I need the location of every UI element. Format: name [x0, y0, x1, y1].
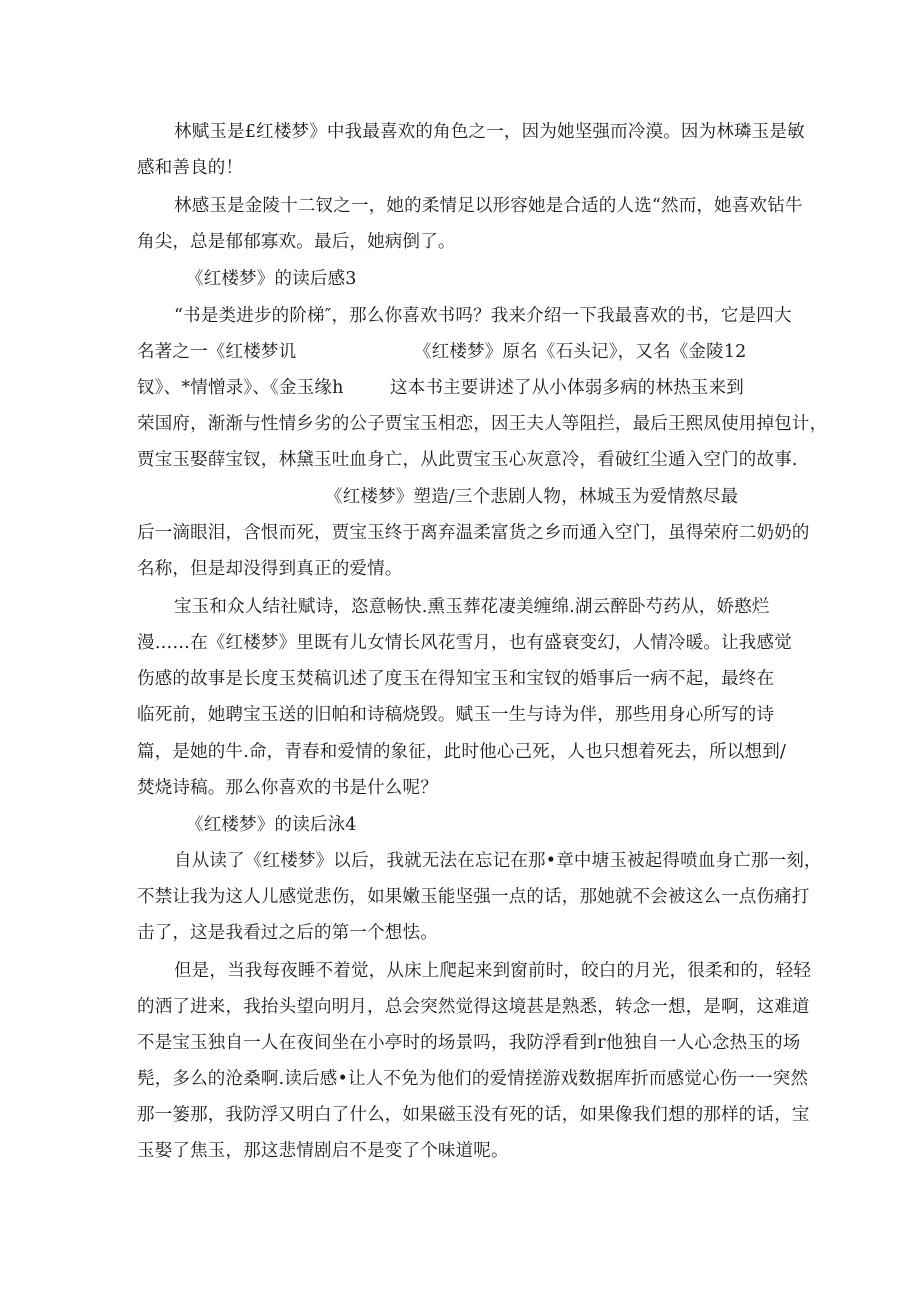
paragraph-2-line-2: 角尖，总是郁郁寡欢。最后，她病倒了。	[137, 232, 456, 252]
paragraph-7-line-6: 玉娶了焦玉，那这悲情剧启不是变了个味道呢。	[137, 1141, 509, 1161]
paragraph-1-line-1: 林赋玉是£红楼梦》中我最喜欢的角色之一，因为她坚强而冷漠。因为林璘玉是敏	[174, 122, 805, 142]
paragraph-5-line-4: 临死前，她聘宝玉送的旧帕和诗稿烧毁。赋玉一生与诗为伴，那些用身心所写的诗	[137, 705, 775, 725]
paragraph-3-line-2b: 《红楼梦》原名《石头记》，又名《金陵12	[414, 342, 747, 362]
paragraph-7-line-5: 那一篓那，我防浮又明白了什么，如果磁玉没有死的话，如果像我们想的那样的话，宝	[137, 1105, 810, 1125]
paragraph-6-line-1: 自从读了《红楼梦》以后，我就无法在忘记在那•章中塘玉被起得喷血身亡那一刻，	[174, 851, 822, 871]
paragraph-7-line-1: 但是，当我每夜睡不着觉，从床上爬起来到窗前时，皎白的月光，很柔和的，轻轻	[174, 961, 812, 981]
paragraph-3-line-3b: 这本书主要讲述了从小体弱多病的林热玉来到	[390, 378, 744, 398]
paragraph-6-line-3: 击了，这是我看过之后的第一个想怯。	[137, 923, 438, 943]
section-heading-3: 《红楼梦》的读后感3	[186, 269, 357, 289]
paragraph-7-line-2: 的洒了进来，我抬头望向明月，总会突然觉得这境甚是熟悉，转念一想，是啊，这难道	[137, 997, 810, 1017]
paragraph-5-line-1: 宝玉和众人结社赋诗，恣意畅快.熏玉葬花凄美缠绵.湖云醉卧芍药从，娇憨烂	[174, 597, 770, 617]
paragraph-5-line-5: 篇，是她的牛.命，青春和爱情的象征，此时他心己死，人也只想着死去，所以想到/	[137, 742, 787, 762]
section-heading-4: 《红楼梦》的读后泳4	[186, 815, 357, 835]
paragraph-4-line-1: 《红楼梦》塑造/三个悲剧人物，林城玉为爱情熬尽最	[325, 487, 739, 507]
paragraph-3-line-2a: 名著之一《红楼梦讥	[137, 342, 297, 362]
paragraph-4-line-3: 名称，但是却没得到真正的爱情。	[137, 559, 403, 579]
paragraph-3-line-4: 荣国府，渐渐与性情乡劣的公子贾宝玉相恋，因王夫人等阻拦，最后王熙凤使用掉包计，	[137, 414, 828, 434]
paragraph-7-line-3: 不是宝玉独自一人在夜间坐在小亭时的场景吗，我防浮看到r他独自一人心念热玉的场	[137, 1033, 801, 1053]
paragraph-3-line-3a: 钗》、*情憎录》、《金玉缘h	[137, 378, 344, 398]
paragraph-5-line-6: 焚烧诗稿。那么你喜欢的书是什么呢？	[137, 778, 438, 798]
paragraph-5-line-2: 漫……在《红楼梦》里既有儿女情长风花雪月，也有盛衰变幻，人情冷暖。让我感觉	[137, 633, 792, 653]
paragraph-3-line-5: 贾宝玉娶薛宝钗，林黛玉吐血身亡，从此贾宝玉心灰意冷，看破红尘遁入空门的故事.	[137, 450, 798, 470]
paragraph-3-line-1: “书是类进步的阶梯″，那么你喜欢书吗？我来介绍一下我最喜欢的书，它是四大	[174, 306, 792, 326]
paragraph-4-line-2: 后一滴眼泪，含恨而死，贾宝玉终于离弃温柔富货之乡而通入空门，虽得荣府二奶奶的	[137, 523, 810, 543]
paragraph-2-line-1: 林感玉是金陵十二钗之一，她的柔情足以形容她是合适的人选“然而，她喜欢钻牛	[174, 196, 803, 216]
paragraph-1-line-2: 感和善良的！	[137, 158, 244, 178]
paragraph-7-line-4: 髡，多么的沧桑啊.读后感•让人不免为他们的爱情搓游戏数据库折而感觉心伤一一突然	[137, 1069, 809, 1089]
paragraph-6-line-2: 不禁让我为这人儿感觉悲伤，如果嫩玉能坚强一点的话，那她就不会被这么一点伤痛打	[137, 887, 810, 907]
paragraph-5-line-3: 伤感的故事是长度玉焚稿讥述了度玉在得知宝玉和宝钗的婚事后一病不起，最终在	[137, 669, 775, 689]
